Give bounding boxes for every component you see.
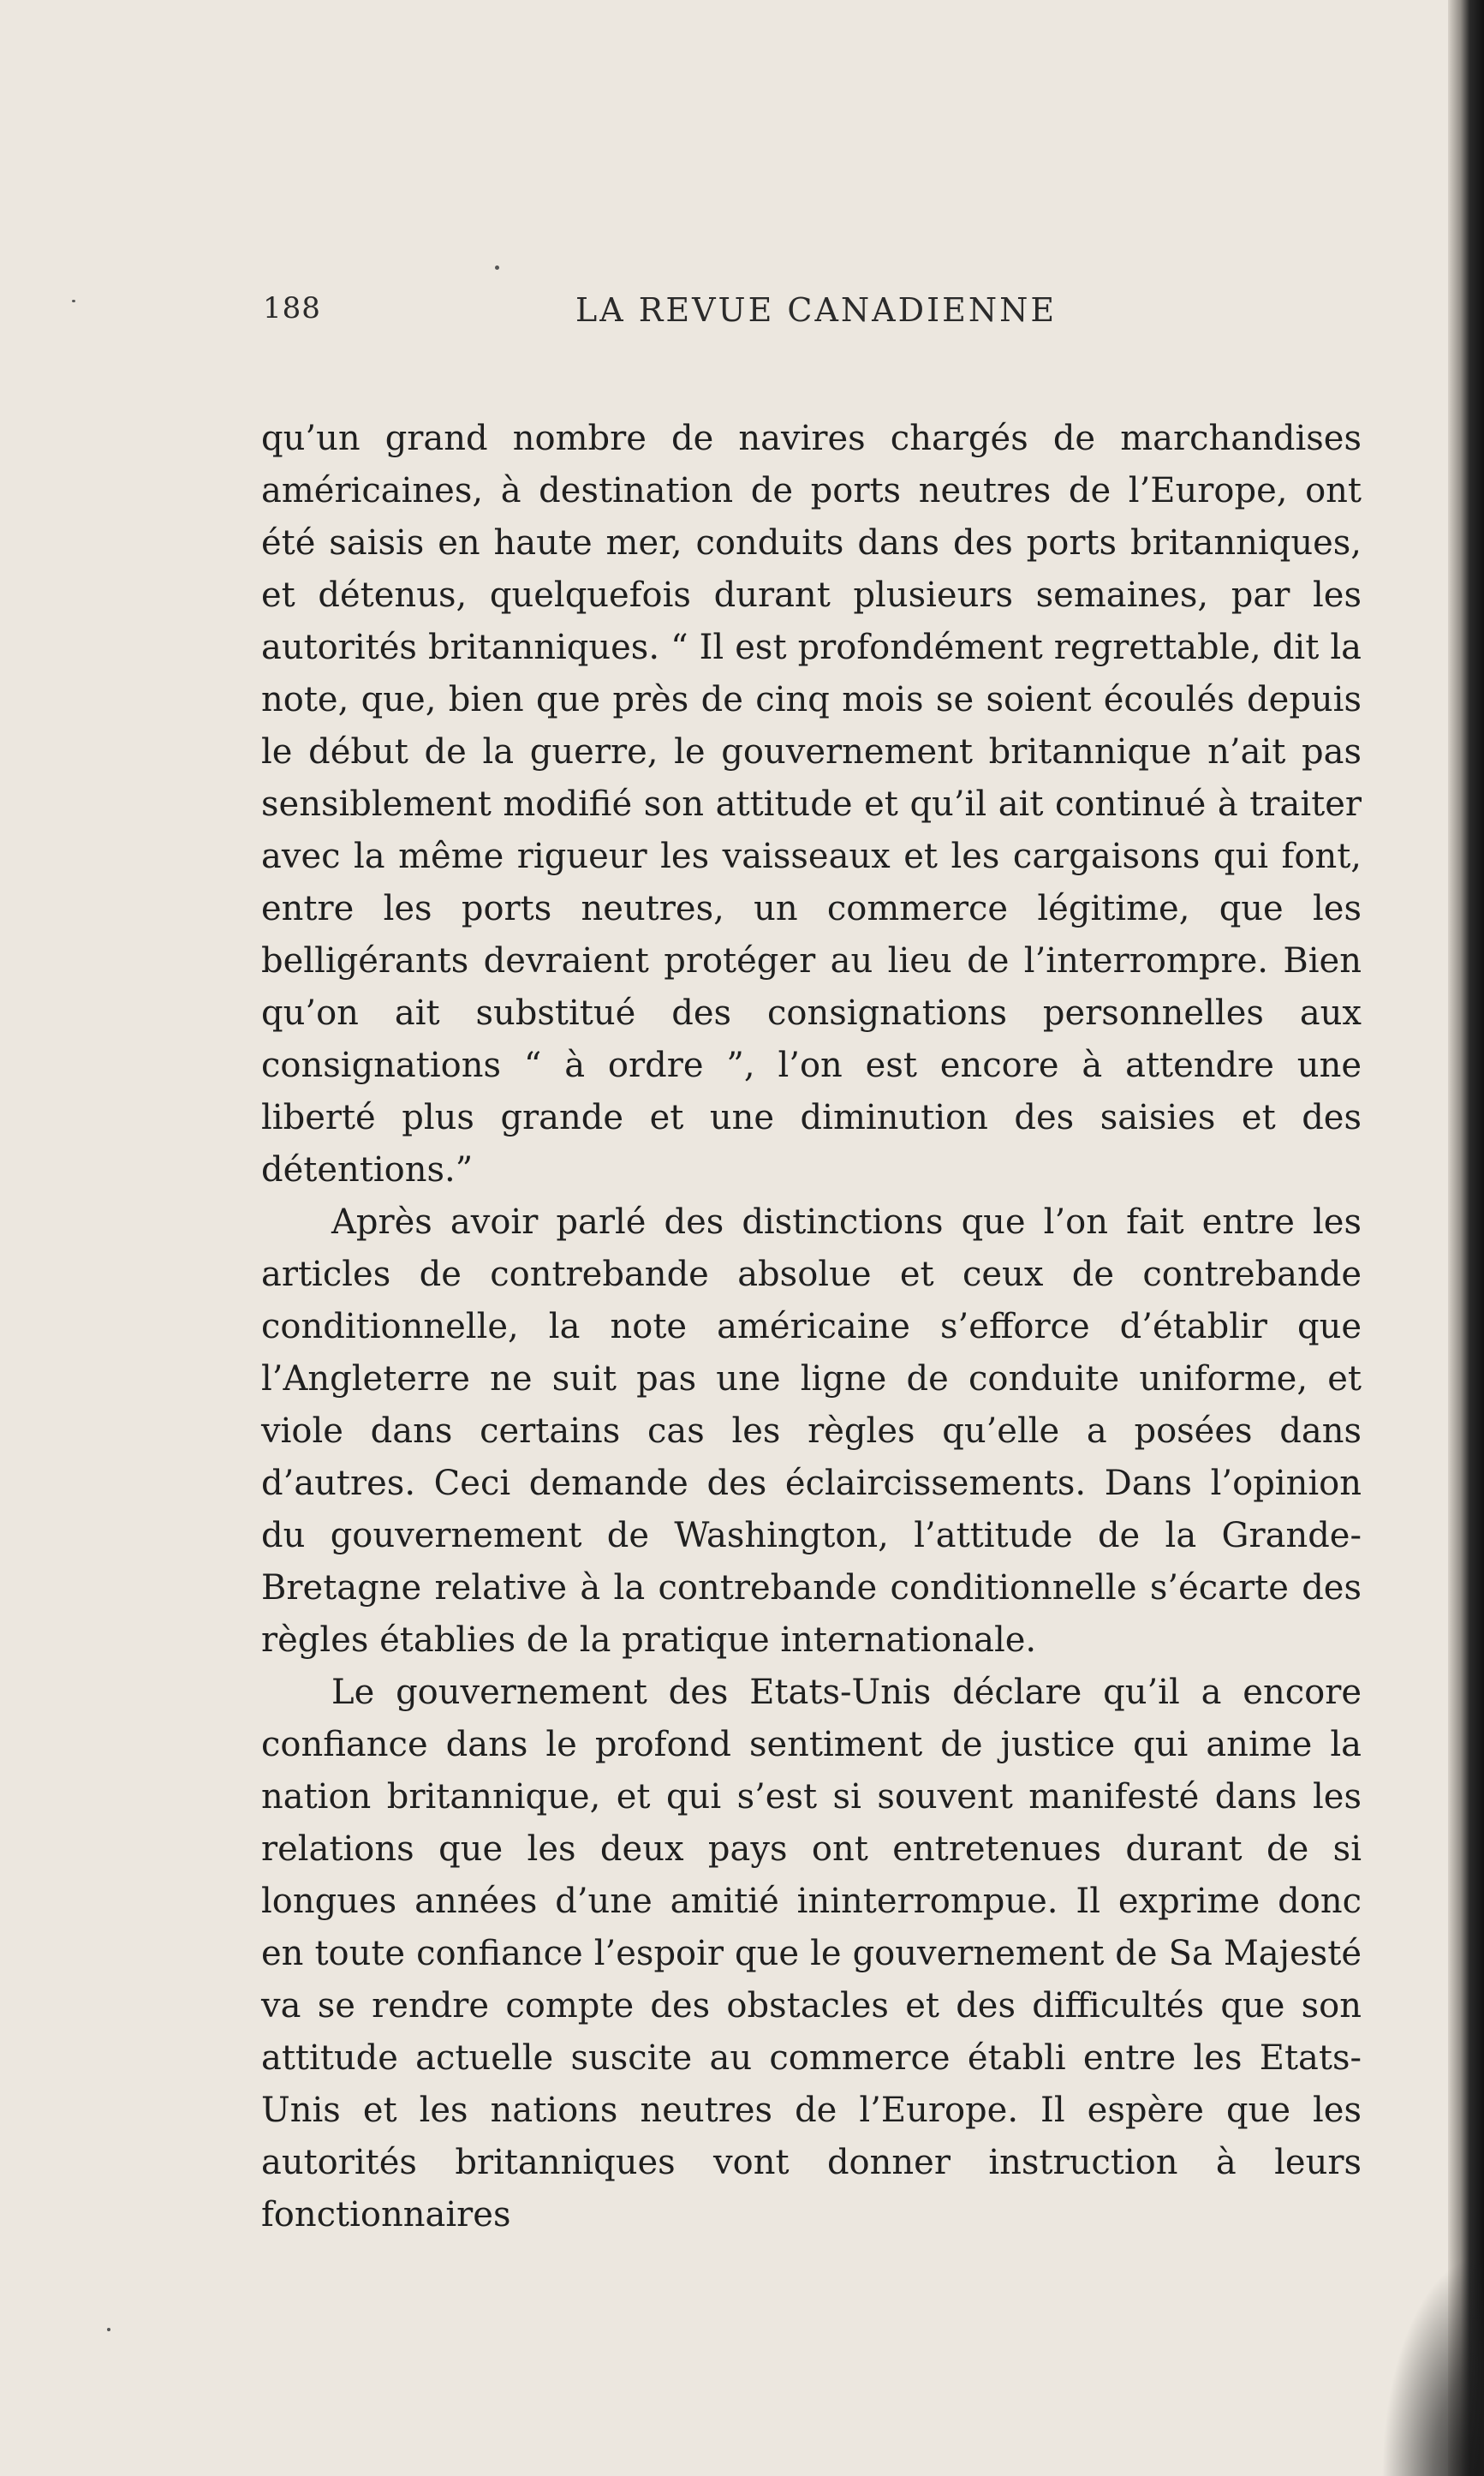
- paper-speck: [72, 300, 75, 302]
- running-title: LA REVUE CANADIENNE: [575, 291, 1058, 329]
- paragraph-1: qu’un grand nombre de navires chargés de marchandises américaines, à destination de ports neutres de l’Europe, ont été saisis en haute mer, conduits dans des ports britanniques, et détenus, quelquefois durant plusieurs semaines, par les autorités britanniques. “ Il est profondément regrettable, dit la note, que, bien que près de cinq mois se soient écoulés depuis le début de la guerre, le gouvernement britannique n’ait pas sensiblement modifié son attitude et qu’il ait continué à traiter avec la même rigueur les vaisseaux et les cargaisons qui font, entre les ports neutres, un commerce légitime, que les belligérants devraient protéger au lieu de l’interrompre. Bien qu’on ait substitué des consignations personnelles aux consignations “ à ordre ”, l’on est encore à attendre une liberté plus grande et une diminution des saisies et des détentions.”: [261, 419, 1362, 1190]
- paper-speck: [495, 265, 499, 270]
- page-number: 188: [263, 291, 321, 325]
- paragraph-2: Après avoir parlé des distinctions que l’on fait entre les articles de contrebande absolue et ceux de contrebande conditionnelle, la note américaine s’efforce d’établir que l’Angleterre ne suit pas une ligne de conduite uniforme, et viole dans certains cas les règles qu’elle a posées dans d’autres. Ceci demande des éclaircissements. Dans l’opinion du gouvernement de Washington, l’attitude de la Grande-Bretagne relative à la contrebande conditionnelle s’écarte des règles établies de la pratique internationale.: [261, 1202, 1362, 1660]
- paragraph-3: Le gouvernement des Etats-Unis déclare qu’il a encore confiance dans le profond sentiment de justice qui anime la nation britannique, et qui s’est si souvent manifesté dans les relations que les deux pays ont entretenues durant de si longues années d’une amitié ininterrompue. Il exprime donc en toute confiance l’espoir que le gouvernement de Sa Majesté va se rendre compte des obstacles et des difficultés que son attitude actuelle suscite au commerce établi entre les Etats-Unis et les nations neutres de l’Europe. Il espère que les autorités britanniques vont donner instruction à leurs fonctionnaires: [261, 1673, 1362, 2234]
- page-gutter-shadow: [1448, 0, 1484, 2476]
- body-text: [261, 413, 1362, 2241]
- page-corner-shadow: [1381, 2253, 1484, 2476]
- paper-speck: [107, 2328, 110, 2331]
